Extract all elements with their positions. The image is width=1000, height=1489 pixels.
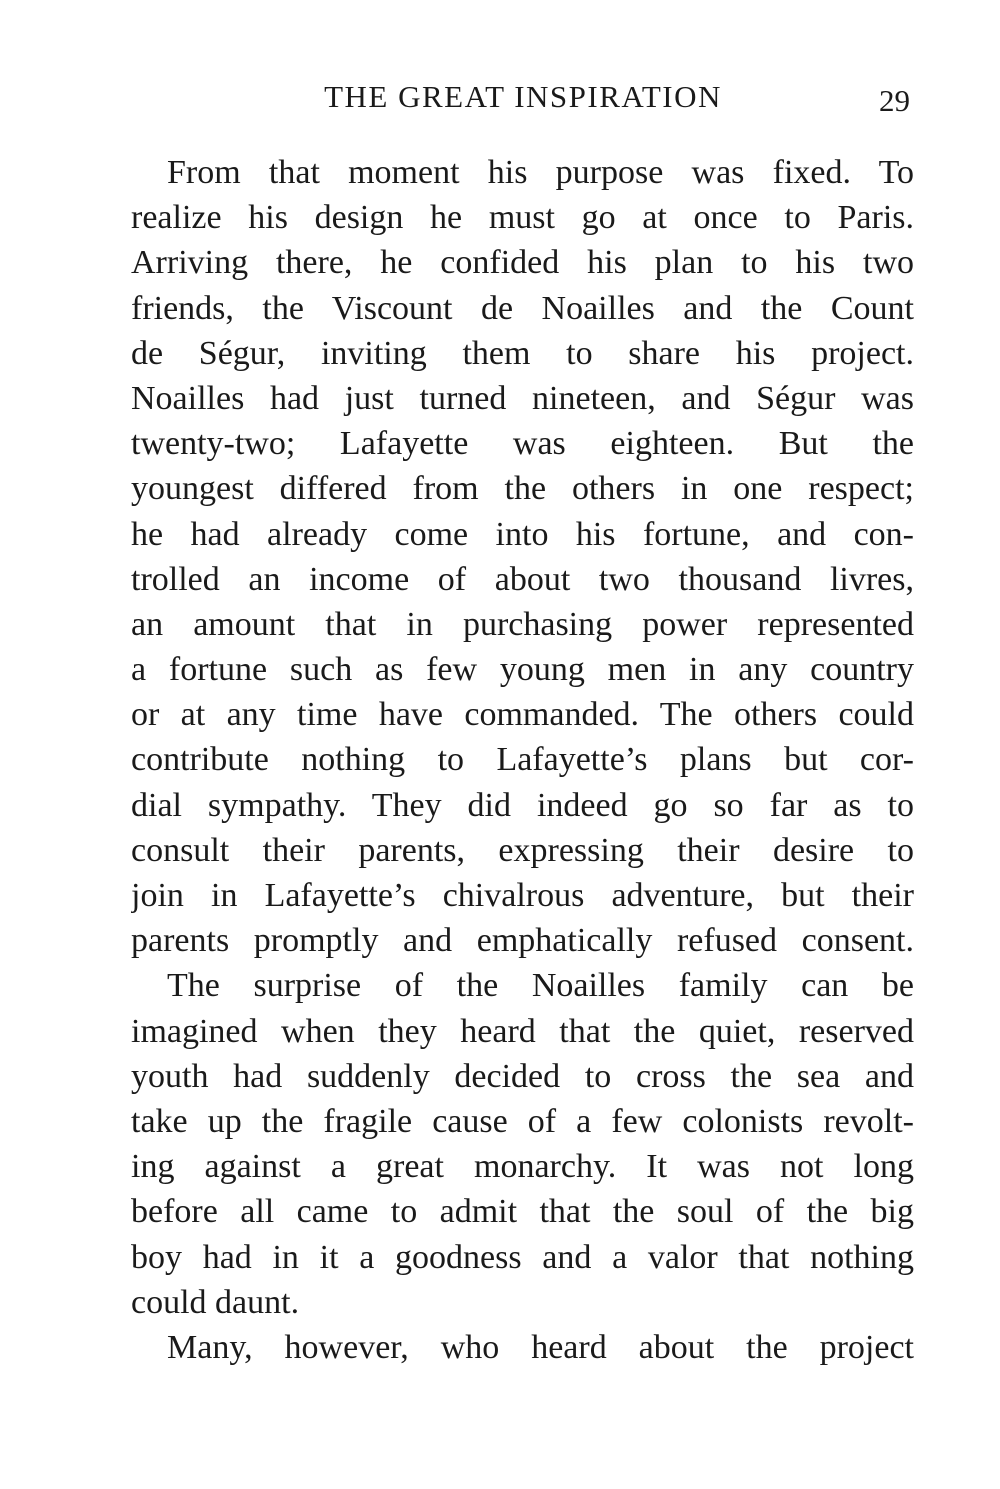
text-line: youth had suddenly decided to cross the sea and <box>131 1057 914 1095</box>
text-line: ing against a great monarchy. It was not long <box>131 1148 914 1186</box>
text-line: consult their parents, expressing their desire to <box>131 831 914 869</box>
text-line: Arriving there, he confided his plan to his two <box>131 244 914 282</box>
text-line: could daunt. <box>131 1283 300 1321</box>
text-line: he had already come into his fortune, and con- <box>131 515 914 553</box>
text-line: The surprise of the Noailles family can be <box>167 967 914 1005</box>
text-line: boy had in it a goodness and a valor that nothing <box>131 1238 914 1276</box>
text-line: twenty-two; Lafayette was eighteen. But the <box>131 425 914 463</box>
text-line: Many, however, who heard about the project <box>167 1328 914 1366</box>
running-title: THE GREAT INSPIRATION <box>324 79 722 114</box>
body-text <box>131 150 914 1370</box>
text-line: dial sympathy. They did indeed go so far as to <box>131 786 914 824</box>
text-line: before all came to admit that the soul of the big <box>131 1193 914 1231</box>
text-line: Noailles had just turned nineteen, and Ségur was <box>131 379 914 417</box>
text-line: take up the fragile cause of a few colonists revolt- <box>131 1102 914 1140</box>
page-number: 29 <box>879 83 910 118</box>
text-line: trolled an income of about two thousand livres, <box>131 560 914 598</box>
text-line: contribute nothing to Lafayette’s plans but cor- <box>131 741 914 779</box>
running-head <box>130 72 916 122</box>
text-line: youngest differed from the others in one respect; <box>131 470 914 508</box>
text-line: a fortune such as few young men in any country <box>131 651 914 689</box>
text-line: an amount that in purchasing power represented <box>131 605 914 643</box>
text-line: friends, the Viscount de Noailles and the Count <box>131 289 914 327</box>
text-line: imagined when they heard that the quiet, reserved <box>131 1012 914 1050</box>
text-line: join in Lafayette’s chivalrous adventure, but their <box>131 877 914 914</box>
text-line: de Ségur, inviting them to share his project. <box>131 334 914 372</box>
text-line: realize his design he must go at once to Paris. <box>131 199 914 237</box>
text-line: or at any time have commanded. The others could <box>131 696 914 734</box>
text-line: parents promptly and emphatically refused consent. <box>131 922 914 960</box>
text-line: From that moment his purpose was fixed. To <box>167 154 914 191</box>
